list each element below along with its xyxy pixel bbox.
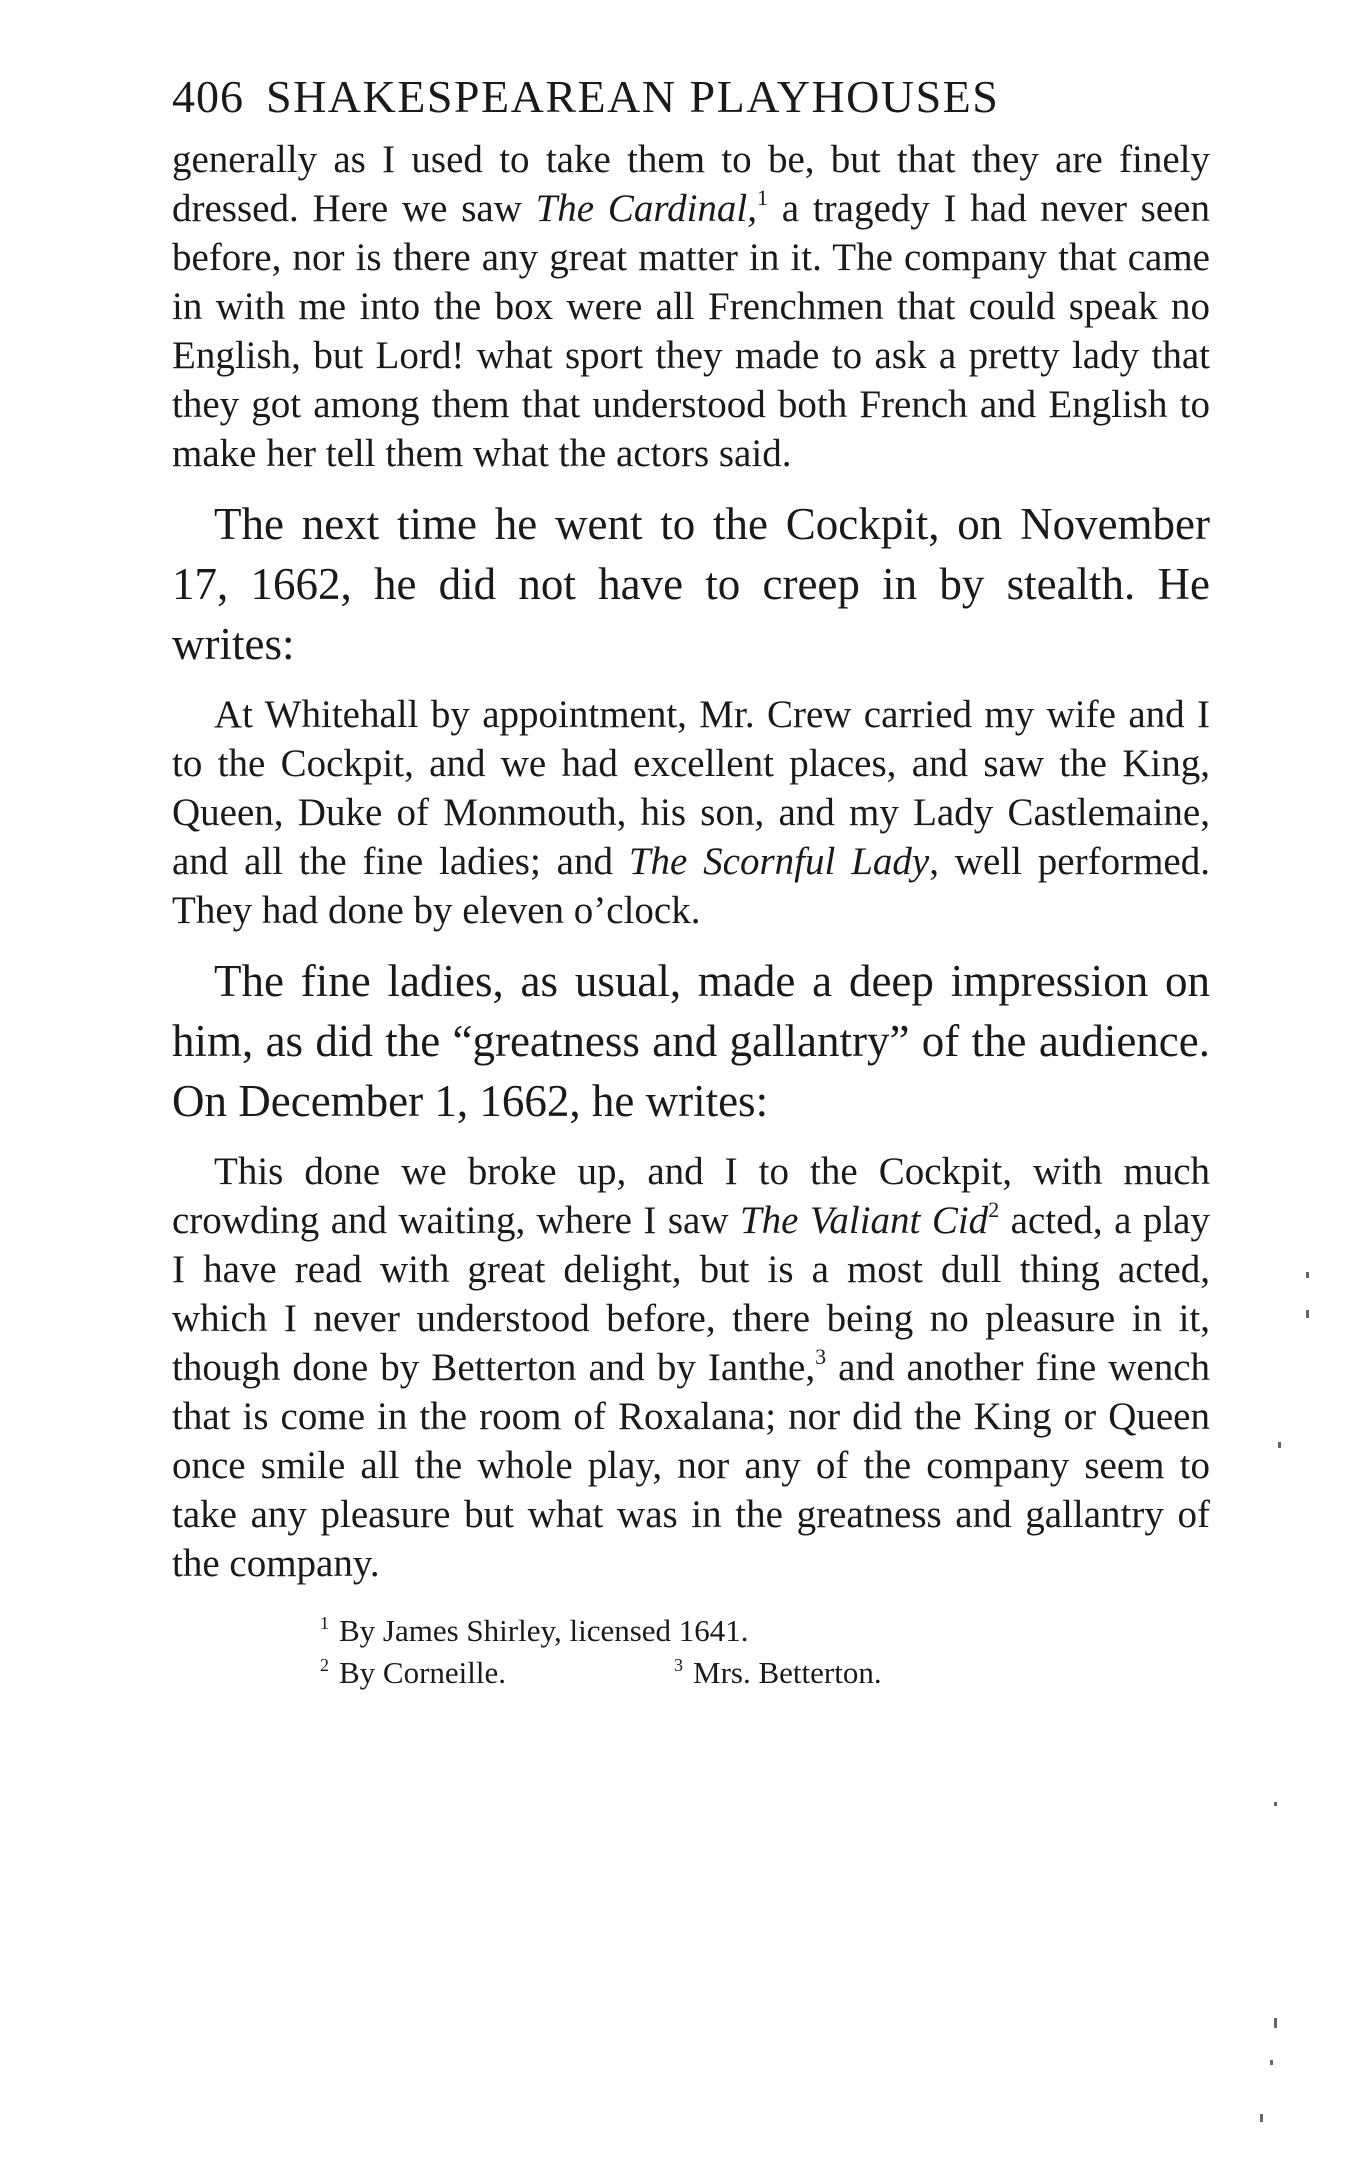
play-title-the-cardinal: The Cardinal, xyxy=(535,187,758,230)
footnote-text: By James Shirley, licensed 1641. xyxy=(339,1613,749,1648)
footnote-2 xyxy=(320,1652,506,1694)
scan-speck xyxy=(1270,2060,1273,2065)
footnote-mark: 2 xyxy=(320,1655,329,1675)
footnote-1 xyxy=(320,1610,749,1652)
footnote-ref-1: 1 xyxy=(757,185,769,210)
narrative-paragraph-1: The next time he went to the Cockpit, on November 17, 1662, he did not have to creep in by stealth. He writes: xyxy=(172,499,1210,669)
running-title: SHAKESPEAREAN PLAYHOUSES xyxy=(266,71,1000,122)
quote-2-text-c: , well performed. They had done by eleven o’clock. xyxy=(172,840,1210,932)
footnote-text: Mrs. Betterton. xyxy=(693,1655,882,1690)
footnote-row-2 xyxy=(320,1652,1210,1694)
quote-paragraph-1 xyxy=(172,135,1210,478)
play-title-the-scornful-lady: The Scornful Lady xyxy=(628,840,930,883)
book-page xyxy=(172,70,1210,1694)
footnote-text: By Corneille. xyxy=(339,1655,507,1690)
footnote-row-1 xyxy=(320,1610,1210,1652)
scan-speck xyxy=(1306,1272,1309,1278)
quote-3-text-c: acted, a play I have read with great delight, but is a most dull thing acted, which I never understood before, there being no pleasure in it, though done by Betterton and by Ianthe, xyxy=(172,1199,1210,1389)
page-number: 406 xyxy=(172,71,244,122)
quote-2-text-a: At Whitehall by appointment, Mr. Crew carried my wife and I to the Cockpit, and we had excellent places, and saw the King, Queen, Duke of Monmouth, his son, and my Lady Castlemaine, and all the fine ladies; and xyxy=(172,693,1210,883)
footnote-ref-2: 2 xyxy=(988,1197,1000,1222)
scan-speck xyxy=(1260,2114,1263,2122)
quote-1-text-c: a tragedy I had never seen before, nor is there any great matter in it. The company that came in with me into the box were all Frenchmen that could speak no English, but Lord! what sport they made to ask a pretty lady that they got among them that understood both French and English to make her tell them what the actors said. xyxy=(172,187,1210,475)
quote-1-text-a: generally as I used to take them to be, but that they are finely dressed. Here we saw xyxy=(172,138,1210,230)
footnote-ref-3: 3 xyxy=(815,1344,827,1369)
quote-3-text-a: This done we broke up, and I to the Cockpit, with much crowding and waiting, where I saw xyxy=(172,1150,1210,1242)
scan-speck xyxy=(1274,1802,1277,1806)
footnotes xyxy=(320,1610,1210,1694)
footnote-3 xyxy=(674,1652,882,1694)
narrative-paragraph-2: The fine ladies, as usual, made a deep impression on him, as did the “greatness and gallantry” of the audience. On December 1, 1662, he writes: xyxy=(172,956,1210,1126)
play-title-the-valiant-cid: The Valiant Cid xyxy=(739,1199,989,1242)
scan-speck xyxy=(1278,1442,1281,1448)
running-head xyxy=(172,70,1210,123)
quote-3-text-d: and another fine wench that is come in the room of Roxalana; nor did the King or Queen once smile all the whole play, nor any of the company seem to take any pleasure but what was in the greatness and gallantry of the company. xyxy=(172,1346,1210,1585)
scan-speck xyxy=(1274,2018,1277,2028)
footnote-mark: 1 xyxy=(320,1613,329,1633)
footnote-spacer xyxy=(506,1652,674,1694)
scan-speck xyxy=(1306,1310,1309,1318)
quote-paragraph-3 xyxy=(172,1147,1210,1588)
quote-paragraph-2 xyxy=(172,690,1210,935)
footnote-mark: 3 xyxy=(674,1655,684,1675)
